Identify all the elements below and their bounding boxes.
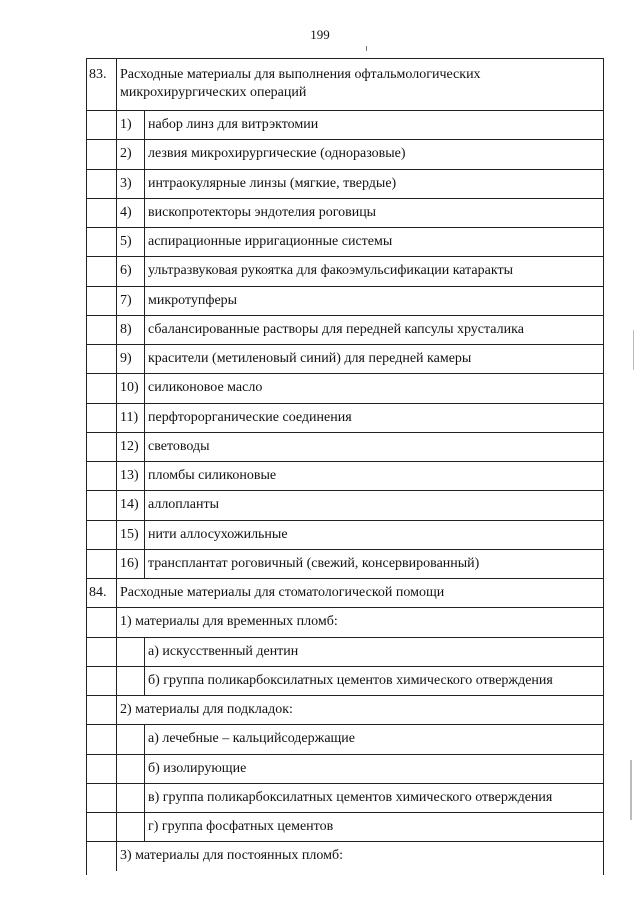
table-rule-vertical: [144, 315, 145, 344]
table-rule-vertical: [116, 256, 117, 285]
table-rule-vertical: [116, 169, 117, 198]
table-rule-vertical: [144, 549, 145, 578]
section-title-line: микрохирургических операций: [120, 85, 307, 100]
item-number: 4): [120, 204, 132, 220]
table-rule-horizontal: [86, 286, 604, 287]
table-rule-vertical: [116, 315, 117, 344]
table-rule-horizontal: [86, 520, 604, 521]
table-rule-vertical: [144, 286, 145, 315]
item-text: нити аллосухожильные: [148, 526, 288, 542]
table-rule-horizontal: [86, 315, 604, 316]
item-number: 3): [120, 175, 132, 191]
item-text: интраокулярные линзы (мягкие, твердые): [148, 175, 397, 191]
table-rule-vertical: [144, 110, 145, 139]
table-rule-vertical: [116, 578, 117, 607]
table-rule-vertical: [603, 58, 604, 875]
item-text: перфторорганические соединения: [148, 409, 352, 425]
table-rule-vertical: [144, 783, 145, 812]
page-number: 199: [310, 27, 330, 42]
table-rule-vertical: [144, 256, 145, 285]
item-text: световоды: [148, 438, 210, 454]
item-number: 12): [120, 438, 139, 454]
table-rule-vertical: [116, 607, 117, 636]
table-rule-vertical: [116, 695, 117, 724]
item-text: пломбы силиконовые: [148, 468, 277, 484]
table-rule-horizontal: [86, 695, 604, 696]
table-rule-horizontal: [86, 344, 604, 345]
table-rule-horizontal: [86, 490, 604, 491]
item-text: аллопланты: [148, 497, 220, 513]
table-rule-horizontal: [86, 783, 604, 784]
table-rule-vertical: [144, 666, 145, 695]
section-title: Расходные материалы для стоматологической помощи: [120, 585, 445, 601]
section-number: 83.: [89, 67, 107, 82]
subitem-text: в) группа поликарбоксилатных цементов химического отверждения: [148, 789, 553, 805]
scan-edge-mark: [630, 760, 632, 820]
table-rule-horizontal: [86, 373, 604, 374]
item-number: 6): [120, 263, 132, 279]
item-text: вископротекторы эндотелия роговицы: [148, 204, 377, 220]
table-rule-vertical: [144, 637, 145, 666]
subitem-text: а) лечебные – кальцийсодержащие: [148, 731, 356, 747]
item-text: микротупферы: [148, 292, 238, 308]
table-rule-vertical: [144, 227, 145, 256]
group-title: 3) материалы для постоянных пломб:: [120, 848, 344, 864]
table-rule-horizontal: [86, 666, 604, 667]
table-rule-horizontal: [86, 58, 604, 59]
table-rule-vertical: [144, 812, 145, 841]
subitem-text: а) искусственный дентин: [148, 643, 299, 659]
table-rule-horizontal: [86, 110, 604, 111]
table-rule-vertical: [116, 783, 117, 812]
table-rule-vertical: [144, 520, 145, 549]
subitem-text: б) группа поликарбоксилатных цементов химического отверждения: [148, 672, 553, 688]
table-rule-vertical: [116, 812, 117, 841]
table-rule-vertical: [144, 490, 145, 519]
table-rule-vertical: [116, 520, 117, 549]
item-text: сбалансированные растворы для передней капсулы хрусталика: [148, 321, 524, 337]
section-title-line: Расходные материалы для выполнения офтальмологических: [120, 67, 481, 82]
item-number: 13): [120, 468, 139, 484]
table-rule-horizontal: [86, 812, 604, 813]
table-rule-vertical: [144, 724, 145, 753]
item-number: 15): [120, 526, 139, 542]
table-rule-vertical: [116, 227, 117, 256]
table-rule-vertical: [116, 58, 117, 110]
table-rule-horizontal: [86, 724, 604, 725]
item-text: силиконовое масло: [148, 380, 263, 396]
table-rule-vertical: [116, 286, 117, 315]
table-rule-vertical: [86, 58, 87, 875]
scan-edge-mark: [633, 330, 634, 370]
table-rule-vertical: [116, 139, 117, 168]
table-rule-horizontal: [86, 607, 604, 608]
item-text: набор линз для витрэктомии: [148, 117, 319, 133]
item-text: трансплантат роговичный (свежий, консервированный): [148, 555, 480, 571]
table-rule-horizontal: [86, 256, 604, 257]
table-rule-vertical: [116, 198, 117, 227]
table-rule-vertical: [116, 549, 117, 578]
table-rule-vertical: [116, 637, 117, 666]
table-rule-vertical: [116, 432, 117, 461]
item-number: 9): [120, 351, 132, 367]
item-number: 11): [120, 409, 139, 425]
table-rule-vertical: [116, 841, 117, 870]
item-number: 14): [120, 497, 139, 513]
table-rule-horizontal: [86, 637, 604, 638]
table-rule-vertical: [144, 432, 145, 461]
table-rule-horizontal: [86, 227, 604, 228]
item-text: ультразвуковая рукоятка для факоэмульсификации катаракты: [148, 263, 514, 279]
group-title: 1) материалы для временных пломб:: [120, 614, 338, 630]
table-rule-horizontal: [86, 198, 604, 199]
item-number: 1): [120, 117, 132, 133]
materials-table: [86, 58, 603, 875]
table-rule-vertical: [144, 373, 145, 402]
table-rule-vertical: [144, 403, 145, 432]
scan-tick-mark: [366, 46, 367, 51]
table-rule-vertical: [144, 198, 145, 227]
group-title: 2) материалы для подкладок:: [120, 702, 293, 718]
item-number: 8): [120, 321, 132, 337]
table-rule-horizontal: [86, 549, 604, 550]
table-rule-vertical: [116, 110, 117, 139]
table-rule-vertical: [116, 403, 117, 432]
table-rule-vertical: [144, 139, 145, 168]
subitem-text: б) изолирующие: [148, 760, 247, 776]
table-rule-vertical: [144, 344, 145, 373]
table-rule-vertical: [144, 461, 145, 490]
table-rule-vertical: [144, 754, 145, 783]
table-rule-vertical: [116, 666, 117, 695]
table-rule-vertical: [144, 169, 145, 198]
table-rule-vertical: [116, 344, 117, 373]
item-number: 5): [120, 234, 132, 250]
table-rule-horizontal: [86, 432, 604, 433]
item-number: 16): [120, 555, 139, 571]
table-rule-horizontal: [86, 754, 604, 755]
table-rule-horizontal: [86, 169, 604, 170]
table-rule-horizontal: [86, 578, 604, 579]
item-number: 7): [120, 292, 132, 308]
table-rule-vertical: [116, 724, 117, 753]
item-text: красители (метиленовый синий) для передней камеры: [148, 351, 472, 367]
table-rule-horizontal: [86, 139, 604, 140]
table-rule-vertical: [116, 373, 117, 402]
item-text: аспирационные ирригационные системы: [148, 234, 393, 250]
section-number: 84.: [89, 585, 107, 601]
table-rule-horizontal: [86, 461, 604, 462]
item-number: 10): [120, 380, 139, 396]
item-text: лезвия микрохирургические (одноразовые): [148, 146, 406, 162]
table-rule-vertical: [116, 754, 117, 783]
subitem-text: г) группа фосфатных цементов: [148, 819, 334, 835]
item-number: 2): [120, 146, 132, 162]
table-rule-vertical: [116, 461, 117, 490]
table-rule-horizontal: [86, 403, 604, 404]
table-rule-horizontal: [86, 841, 604, 842]
table-rule-vertical: [116, 490, 117, 519]
